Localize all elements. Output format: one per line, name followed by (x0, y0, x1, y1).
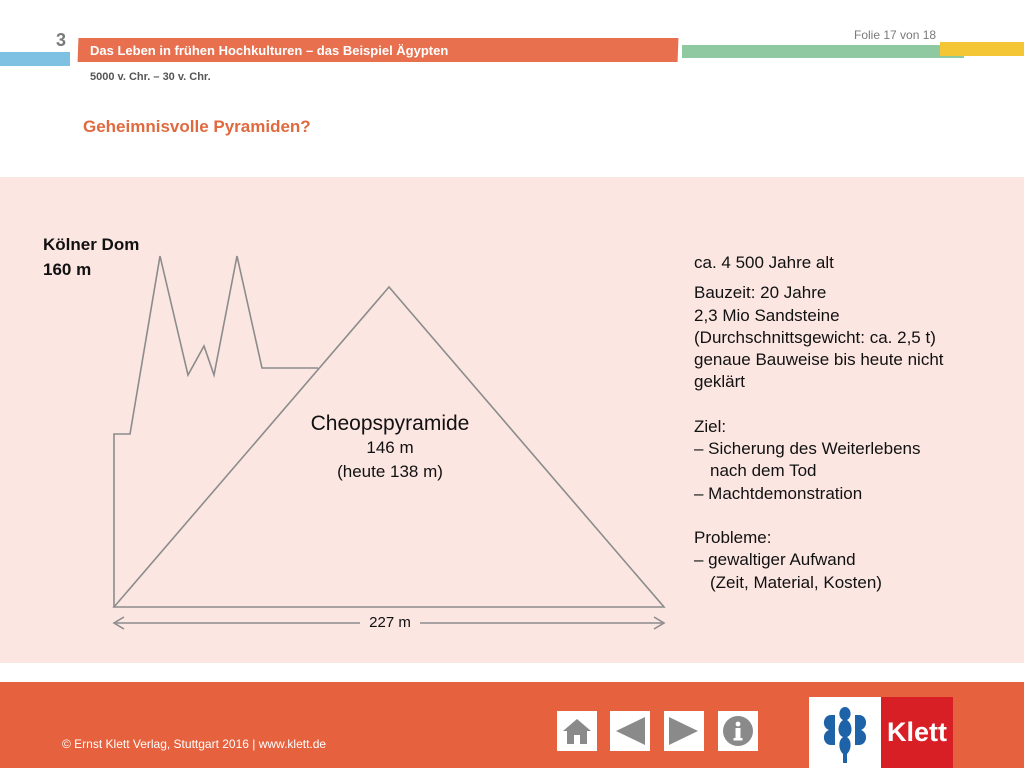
fact-line: 2,3 Mio Sandsteine (694, 305, 840, 325)
fact-age: ca. 4 500 Jahre alt (694, 253, 834, 272)
home-icon (561, 716, 593, 746)
next-icon (667, 715, 701, 747)
goal-line: nach dem Tod (710, 461, 817, 481)
previous-slide-button[interactable] (610, 711, 650, 751)
pyramid-label (300, 412, 480, 484)
slide-counter: Folie 17 von 18 (854, 28, 937, 42)
fact-line: (Durchschnittsgewicht: ca. 2,5 t) (694, 327, 936, 347)
cathedral-outline (114, 256, 318, 607)
info-button[interactable] (718, 711, 758, 751)
slide-topic: Geheimnisvolle Pyramiden? (83, 117, 311, 136)
klett-wordmark: Klett (881, 697, 953, 768)
problem-line: (Zeit, Material, Kosten) (710, 572, 882, 592)
header-title: Das Leben in frühen Hochkulturen – das Beispiel Ägypten (90, 43, 449, 58)
header-subtitle: 5000 v. Chr. – 30 v. Chr. (90, 71, 211, 83)
pyramid-name: Cheopspyramide (310, 412, 470, 435)
info-icon (721, 714, 755, 748)
goal-line: – Machtdemonstration (694, 483, 863, 503)
klett-emblem-icon (809, 697, 881, 768)
problem-line: – gewaltiger Aufwand (694, 550, 856, 570)
facts-text (694, 252, 1014, 594)
chapter-number: 3 (56, 30, 67, 50)
fact-line: geklärt (694, 372, 746, 392)
fact-line: genaue Bauweise bis heute nicht (694, 350, 944, 370)
pyramid-height: 146 m (366, 438, 414, 457)
copyright-text: © Ernst Klett Verlag, Stuttgart 2016 | www.klett.de (62, 737, 327, 751)
cathedral-height: 160 m (43, 260, 92, 279)
cathedral-name: Kölner Dom (43, 235, 140, 254)
previous-icon (613, 715, 647, 747)
cathedral-label (43, 232, 139, 282)
fact-line: Bauzeit: 20 Jahre (694, 283, 827, 303)
goal-line: – Sicherung des Weiterlebens (694, 439, 921, 459)
klett-logo (809, 697, 953, 768)
base-width-label: 227 m (360, 614, 420, 631)
problems-heading: Probleme: (694, 527, 772, 547)
pyramid-height-today: (heute 138 m) (337, 462, 443, 481)
goal-heading: Ziel: (694, 416, 727, 436)
next-slide-button[interactable] (664, 711, 704, 751)
home-button[interactable] (557, 711, 597, 751)
